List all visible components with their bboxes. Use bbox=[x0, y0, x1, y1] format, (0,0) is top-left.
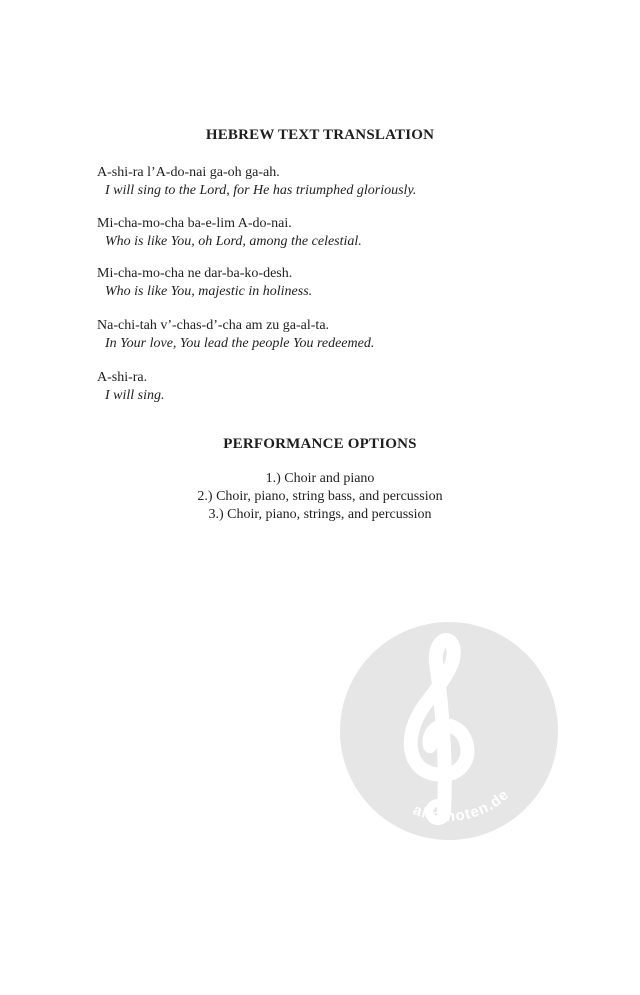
translation-heading: HEBREW TEXT TRANSLATION bbox=[205, 127, 435, 143]
verse-english: Who is like You, majestic in holiness. bbox=[105, 284, 313, 299]
performance-options-list bbox=[0, 470, 640, 524]
performance-option: 2.) Choir, piano, string bass, and percussion bbox=[197, 489, 443, 504]
verse-english: In Your love, You lead the people You redeemed. bbox=[105, 336, 375, 351]
verse-english: I will sing to the Lord, for He has triumphed gloriously. bbox=[105, 183, 417, 198]
verse-hebrew: Na-chi-tah v’-chas-d’-cha am zu ga-al-ta. bbox=[97, 318, 330, 333]
treble-clef-icon bbox=[340, 622, 558, 840]
verse-4 bbox=[97, 317, 374, 353]
verse-hebrew: A-shi-ra l’A-do-nai ga-oh ga-ah. bbox=[97, 165, 280, 180]
verse-1 bbox=[97, 164, 416, 200]
verse-hebrew: Mi-cha-mo-cha ba-e-lim A-do-nai. bbox=[97, 216, 292, 231]
watermark-text: alle-noten.de bbox=[410, 786, 513, 826]
performance-option: 3.) Choir, piano, strings, and percussion bbox=[208, 507, 432, 522]
verse-hebrew: Mi-cha-mo-cha ne dar-ba-ko-desh. bbox=[97, 266, 293, 281]
verse-2 bbox=[97, 215, 362, 251]
watermark bbox=[340, 622, 558, 840]
performance-option: 1.) Choir and piano bbox=[265, 471, 375, 486]
performance-heading: PERFORMANCE OPTIONS bbox=[223, 436, 417, 452]
verse-english: Who is like You, oh Lord, among the celestial. bbox=[105, 234, 362, 249]
verse-english: I will sing. bbox=[105, 388, 165, 403]
verse-3 bbox=[97, 265, 312, 301]
verse-hebrew: A-shi-ra. bbox=[97, 370, 148, 385]
verse-5 bbox=[97, 369, 165, 405]
